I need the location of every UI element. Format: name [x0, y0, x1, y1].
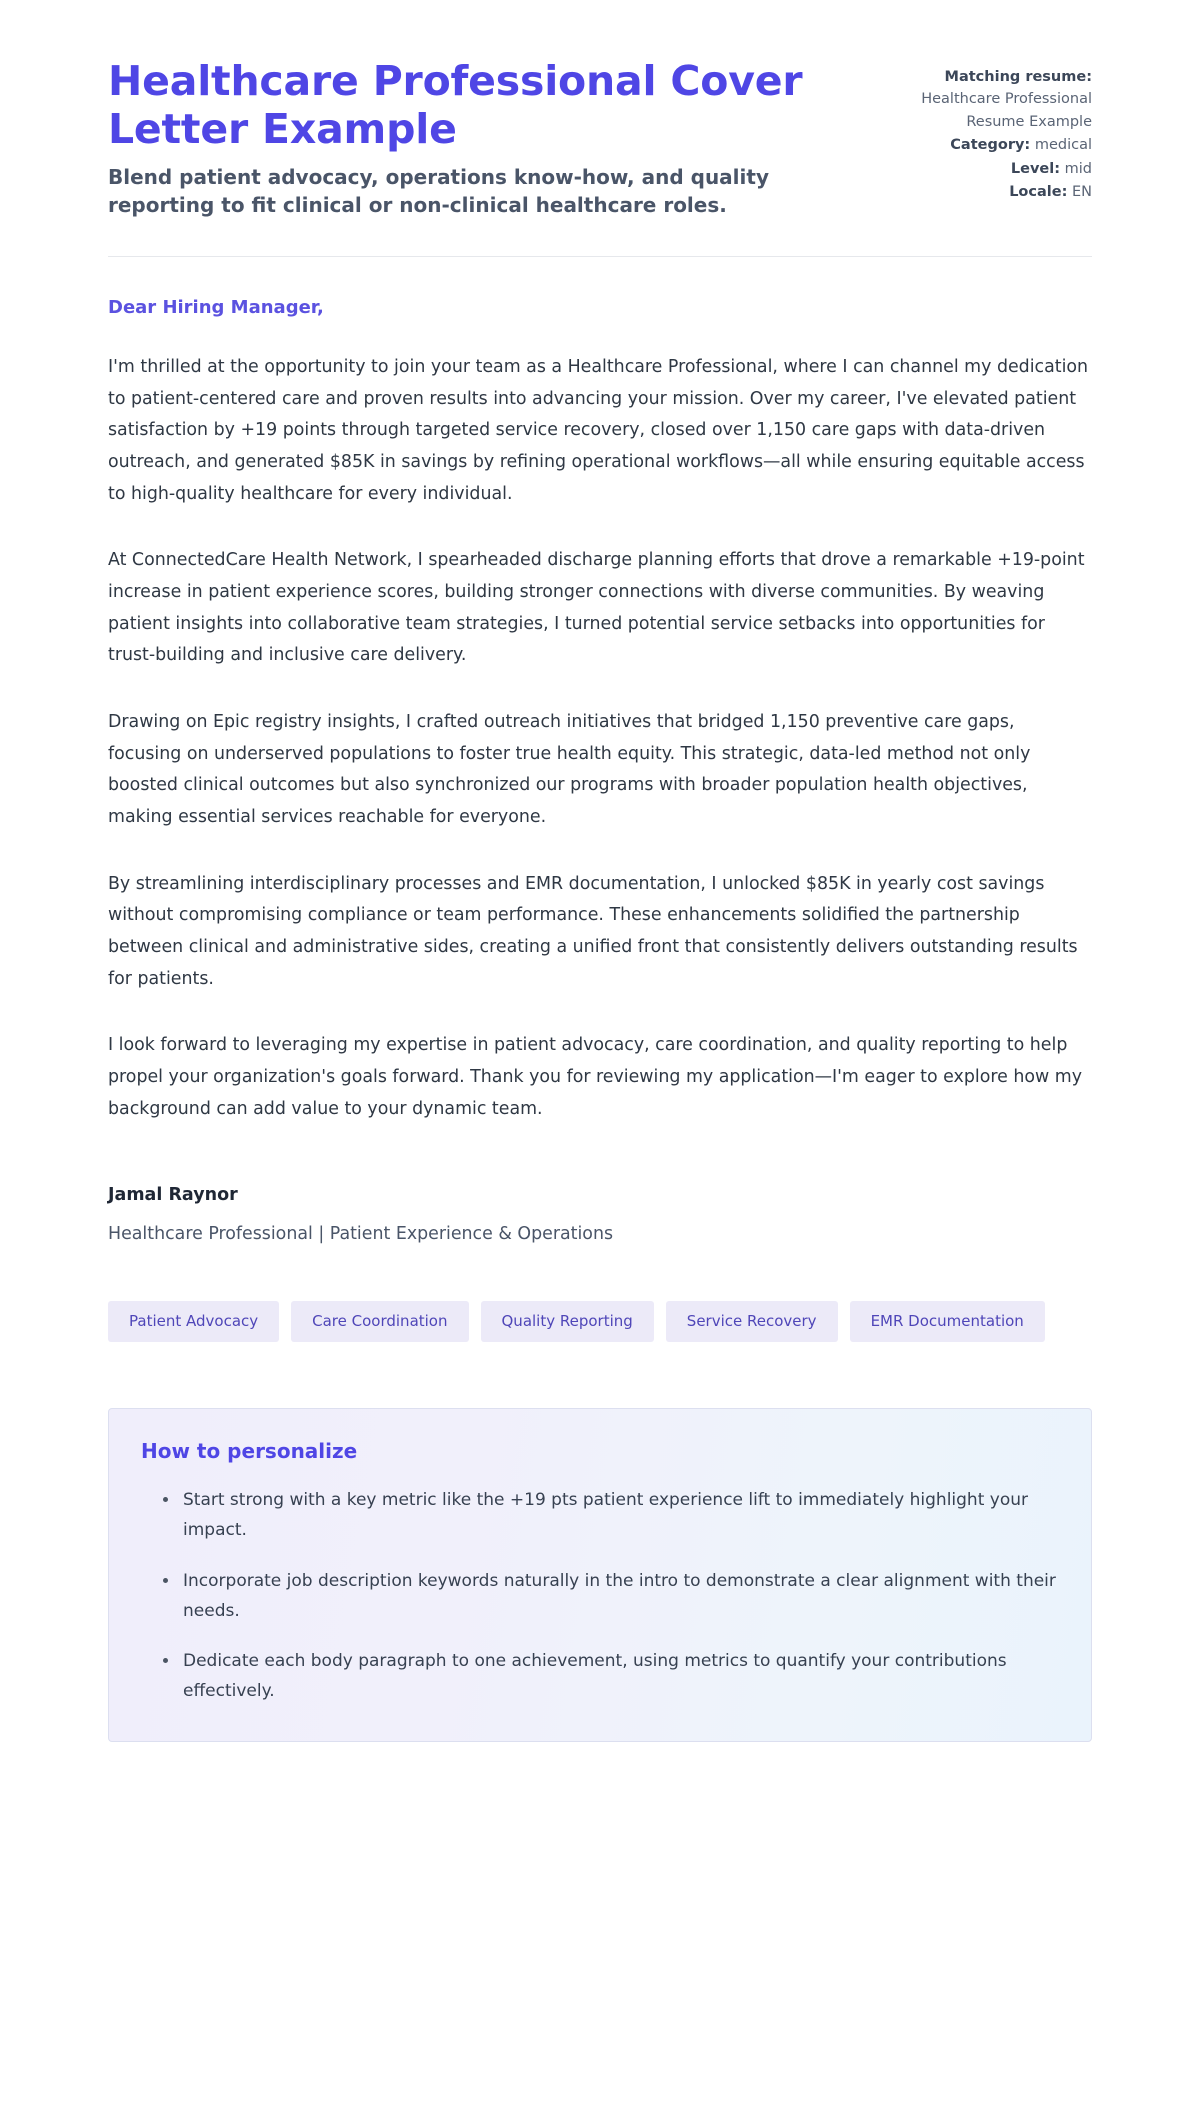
skill-tag[interactable]: Care Coordination — [291, 1301, 468, 1342]
meta-matching-resume-value: Healthcare Professional Resume Example — [921, 91, 1092, 130]
skill-tag[interactable]: Patient Advocacy — [108, 1301, 279, 1342]
meta-category-value: medical — [1034, 137, 1092, 154]
skill-tag-list — [108, 1301, 1092, 1342]
signature-block — [108, 1185, 1092, 1249]
meta-level — [877, 158, 1092, 180]
skill-tag[interactable]: Quality Reporting — [481, 1301, 654, 1342]
skill-tag[interactable]: EMR Documentation — [850, 1301, 1045, 1342]
meta-category-label: Category: — [950, 137, 1031, 154]
letter-body — [108, 257, 1092, 1125]
letter-paragraph: By streamlining interdisciplinary processes and EMR documentation, I unlocked $85K in yearly cost savings without compromising compliance or team performance. These enhancements solidified the partnership between clinical and administrative sides, creating a unified front that consistently delivers outstanding results for patients. — [108, 873, 1078, 989]
header-text-block — [108, 58, 837, 220]
callout-title: How to personalize — [141, 1439, 358, 1464]
page-title: Healthcare Professional Cover Letter Example — [108, 57, 803, 153]
signature-role: Healthcare Professional | Patient Experience & Operations — [108, 1224, 614, 1245]
personalize-callout — [108, 1408, 1092, 1742]
callout-tip-item: Dedicate each body paragraph to one achievement, using metrics to quantify your contributions effectively. — [163, 1646, 1059, 1707]
meta-locale — [877, 181, 1092, 203]
letter-paragraph: I'm thrilled at the opportunity to join your team as a Healthcare Professional, where I can channel my dedication to patient-centered care and proven results into advancing your mission. Over my career, I've elevated patient satisfaction by +19 points through targeted service recovery, closed over 1,150 care gaps with data-driven outreach, and generated $85K in savings by refining operational workflows—all while ensuring equitable access to high-quality healthcare for every individual. — [108, 356, 1089, 504]
meta-matching-resume-label: Matching resume: — [944, 69, 1092, 85]
meta-locale-value: EN — [1071, 184, 1092, 201]
letter-paragraph: I look forward to leveraging my expertise in patient advocacy, care coordination, and quality reporting to help propel your organization's goals forward. Thank you for reviewing my application—I'm eager to explore how my background can add value to your dynamic team. — [108, 1035, 1082, 1119]
page-subtitle: Blend patient advocacy, operations know-how, and quality reporting to fit clinical or non-clinical healthcare roles. — [108, 165, 769, 218]
callout-tip-item: Incorporate job description keywords naturally in the intro to demonstrate a clear alignment with their needs. — [163, 1566, 1059, 1627]
callout-tip-list — [141, 1485, 1059, 1707]
meta-locale-label: Locale: — [1009, 184, 1068, 201]
signature-name: Jamal Raynor — [108, 1185, 238, 1206]
callout-tip-item: Start strong with a key metric like the +19 pts patient experience lift to immediately highlight your impact. — [163, 1485, 1059, 1546]
skill-tag[interactable]: Service Recovery — [666, 1301, 838, 1342]
letter-paragraph: Drawing on Epic registry insights, I crafted outreach initiatives that bridged 1,150 preventive care gaps, focusing on underserved populations to foster true health equity. This strategic, data-led method not only boosted clinical outcomes but also synchronized our programs with broader population health objectives, making essential services reachable for everyone. — [108, 711, 1031, 827]
meta-matching-resume — [877, 66, 1092, 133]
meta-category — [877, 134, 1092, 156]
page-header — [108, 58, 1092, 220]
letter-paragraph: At ConnectedCare Health Network, I spearheaded discharge planning efforts that drove a remarkable +19-point increase in patient experience scores, building stronger connections with diverse communities. By weaving patient insights into collaborative team strategies, I turned potential service setbacks into opportunities for trust-building and inclusive care delivery. — [108, 550, 1085, 666]
letter-salutation: Dear Hiring Manager, — [108, 296, 324, 318]
meta-level-value: mid — [1064, 160, 1092, 177]
document-metadata — [877, 58, 1092, 205]
meta-level-label: Level: — [1010, 160, 1061, 177]
